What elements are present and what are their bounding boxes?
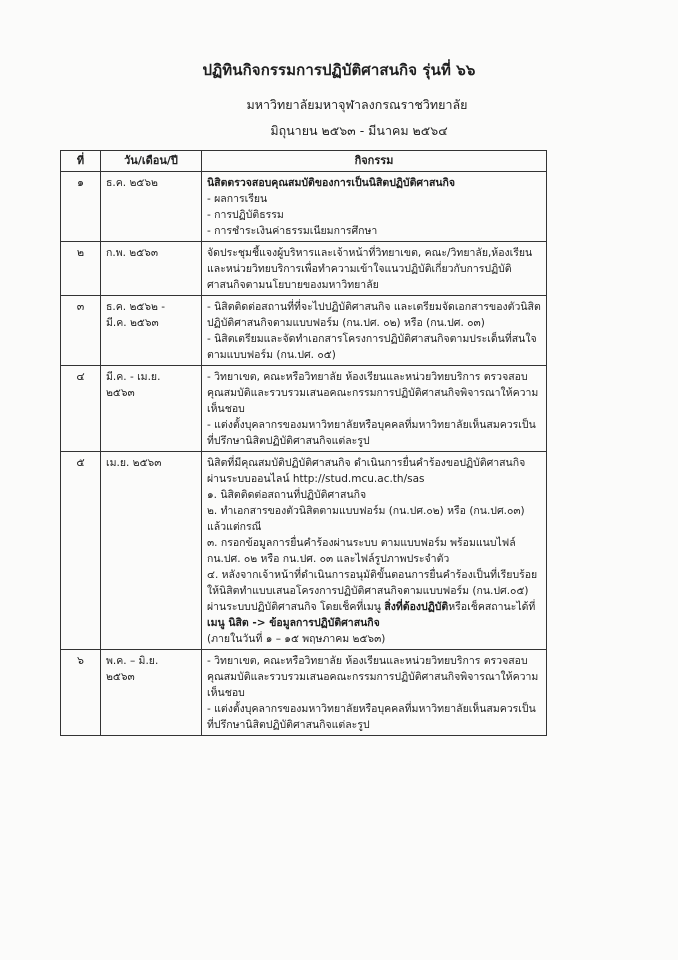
row-date [101,452,202,650]
row-activity [202,172,547,242]
activity-line: ศาสนกิจตามนโยบายของมหาวิทยาลัย [207,279,379,291]
activity-line: - การชำระเงินค่าธรรมเนียมการศึกษา [207,225,378,237]
activity-text: ผ่านระบบปฏิบัติศาสนกิจ โดยเช็คที่เมนู [207,601,385,613]
document-title: ปฏิทินกิจกรรมการปฏิบัติศาสนกิจ รุ่นที่ ๖๖ [202,61,476,79]
activity-line: ที่ปรึกษานิสิตปฏิบัติศาสนกิจแต่ละรูป [207,435,370,447]
row-number: ๑ [61,172,101,242]
row-activity [202,650,547,736]
row-number: ๒ [61,242,101,296]
header-activity: กิจกรรม [202,151,547,172]
activity-text: หรือเช็คสถานะได้ที่ [448,601,536,613]
activity-line: นิสิตที่มีคุณสมบัติปฏิบัติศาสนกิจ ดำเนินการยื่นคำร้องขอปฏิบัติศาสนกิจ [207,457,526,469]
activity-line: ๑. นิสิตติดต่อสถานที่ปฏิบัติศาสนกิจ [207,489,367,501]
schedule-period: มิถุนายน ๒๕๖๓ - มีนาคม ๒๕๖๔ [270,123,448,138]
row-date [101,650,202,736]
activity-bold-text: สิ่งที่ต้องปฏิบัติ [384,601,449,613]
row-number: ๓ [61,296,101,366]
date-line: พ.ค. – มิ.ย. [106,655,159,667]
row-activity [202,296,547,366]
row-date [101,296,202,366]
date-line: มี.ค. - เม.ย. [106,371,161,383]
header-date: วัน/เดือน/ปี [101,151,202,172]
activity-line: จัดประชุมชี้แจงผู้บริหารและเจ้าหน้าที่วิทยาเขต, คณะ/วิทยาลัย,ห้องเรียน [207,247,533,259]
row-number: ๖ [61,650,101,736]
activity-line: - แต่งตั้งบุคลากรของมหาวิทยาลัยหรือบุคคลที่มหาวิทยาลัยเห็นสมควรเป็น [207,703,536,715]
row-activity [202,366,547,452]
row-date [101,242,202,296]
activity-line: คุณสมบัติและรวบรวมเสนอคณะกรรมการปฏิบัติศาสนกิจพิจารณาให้ความ [207,387,539,399]
table-header-row [61,151,547,172]
activity-line: แล้วแต่กรณี [207,521,262,533]
activity-line: และหน่วยวิทยบริการเพื่อทำความเข้าใจแนวปฏิบัติเกี่ยวกับการปฏิบัติ [207,263,512,275]
activity-line: ปฏิบัติศาสนกิจตามแบบฟอร์ม (กน.ปศ. ๐๒) หรือ (กน.ปศ. ๐๓) [207,317,485,329]
date-line: ธ.ค. ๒๕๖๒ - [106,301,166,313]
row-number: ๕ [61,452,101,650]
activity-line: ๓. กรอกข้อมูลการยื่นคำร้องผ่านระบบ ตามแบบฟอร์ม พร้อมแนบไฟล์ [207,537,516,549]
activity-line: ตามแบบฟอร์ม (กน.ปศ. ๐๕) [207,349,336,361]
activity-line-mixed [207,599,541,615]
activity-line: เมนู นิสิต -> ข้อมูลการปฏิบัติศาสนกิจ [207,617,380,629]
schedule-table [60,150,547,736]
table-row [61,366,547,452]
activity-line: ให้นิสิตทำแบบเสนอโครงการปฏิบัติศาสนกิจตามแบบฟอร์ม (กน.ปศ.๐๕) [207,585,529,597]
row-date [101,366,202,452]
table-row [61,242,547,296]
row-number: ๔ [61,366,101,452]
table-row [61,296,547,366]
activity-line: - วิทยาเขต, คณะหรือวิทยาลัย ห้องเรียนและหน่วยวิทยบริการ ตรวจสอบ [207,655,528,667]
activity-line: (ภายในวันที่ ๑ – ๑๕ พฤษภาคม ๒๕๖๓) [207,633,386,645]
row-activity [202,452,547,650]
activity-line: กน.ปศ. ๐๒ หรือ กน.ปศ. ๐๓ และไฟล์รูปภาพประจำตัว [207,553,450,565]
date-line: ๒๕๖๓ [106,671,135,683]
activity-line: ที่ปรึกษานิสิตปฏิบัติศาสนกิจแต่ละรูป [207,719,370,731]
activity-line: ผ่านระบบออนไลน์ http://stud.mcu.ac.th/sas [207,473,425,485]
activity-line: - นิสิตติดต่อสถานที่ที่จะไปปฏิบัติศาสนกิจ และเตรียมจัดเอกสารของตัวนิสิต [207,301,541,313]
header-no: ที่ [61,151,101,172]
activity-line: เห็นชอบ [207,687,245,699]
table-row [61,172,547,242]
activity-line: ๔. หลังจากเจ้าหน้าที่ดำเนินการอนุมัติขั้นตอนการยื่นคำร้องเป็นที่เรียบร้อย [207,569,538,581]
activity-line: นิสิตตรวจสอบคุณสมบัติของการเป็นนิสิตปฏิบัติศาสนกิจ [207,177,456,189]
table-row [61,650,547,736]
activity-line: - การปฏิบัติธรรม [207,209,284,221]
date-line: มี.ค. ๒๕๖๓ [106,317,159,329]
row-date [101,172,202,242]
activity-line: - แต่งตั้งบุคลากรของมหาวิทยาลัยหรือบุคคลที่มหาวิทยาลัยเห็นสมควรเป็น [207,419,536,431]
date-line: เม.ย. ๒๕๖๓ [106,457,162,469]
activity-line: - ผลการเรียน [207,193,268,205]
activity-line: - นิสิตเตรียมและจัดทำเอกสารโครงการปฏิบัติศาสนกิจตามประเด็นที่สนใจ [207,333,537,345]
date-line: ๒๕๖๓ [106,387,135,399]
activity-line: ๒. ทำเอกสารของตัวนิสิตตามแบบฟอร์ม (กน.ปศ.๐๒) หรือ (กน.ปศ.๐๓) [207,505,525,517]
activity-line: - วิทยาเขต, คณะหรือวิทยาลัย ห้องเรียนและหน่วยวิทยบริการ ตรวจสอบ [207,371,528,383]
activity-line: คุณสมบัติและรวบรวมเสนอคณะกรรมการปฏิบัติศาสนกิจพิจารณาให้ความ [207,671,539,683]
date-line: ก.พ. ๒๕๖๓ [106,247,159,259]
activity-line: เห็นชอบ [207,403,245,415]
table-row [61,452,547,650]
date-line: ธ.ค. ๒๕๖๒ [106,177,158,189]
university-name: มหาวิทยาลัยมหาจุฬาลงกรณราชวิทยาลัย [246,97,468,112]
row-activity [202,242,547,296]
